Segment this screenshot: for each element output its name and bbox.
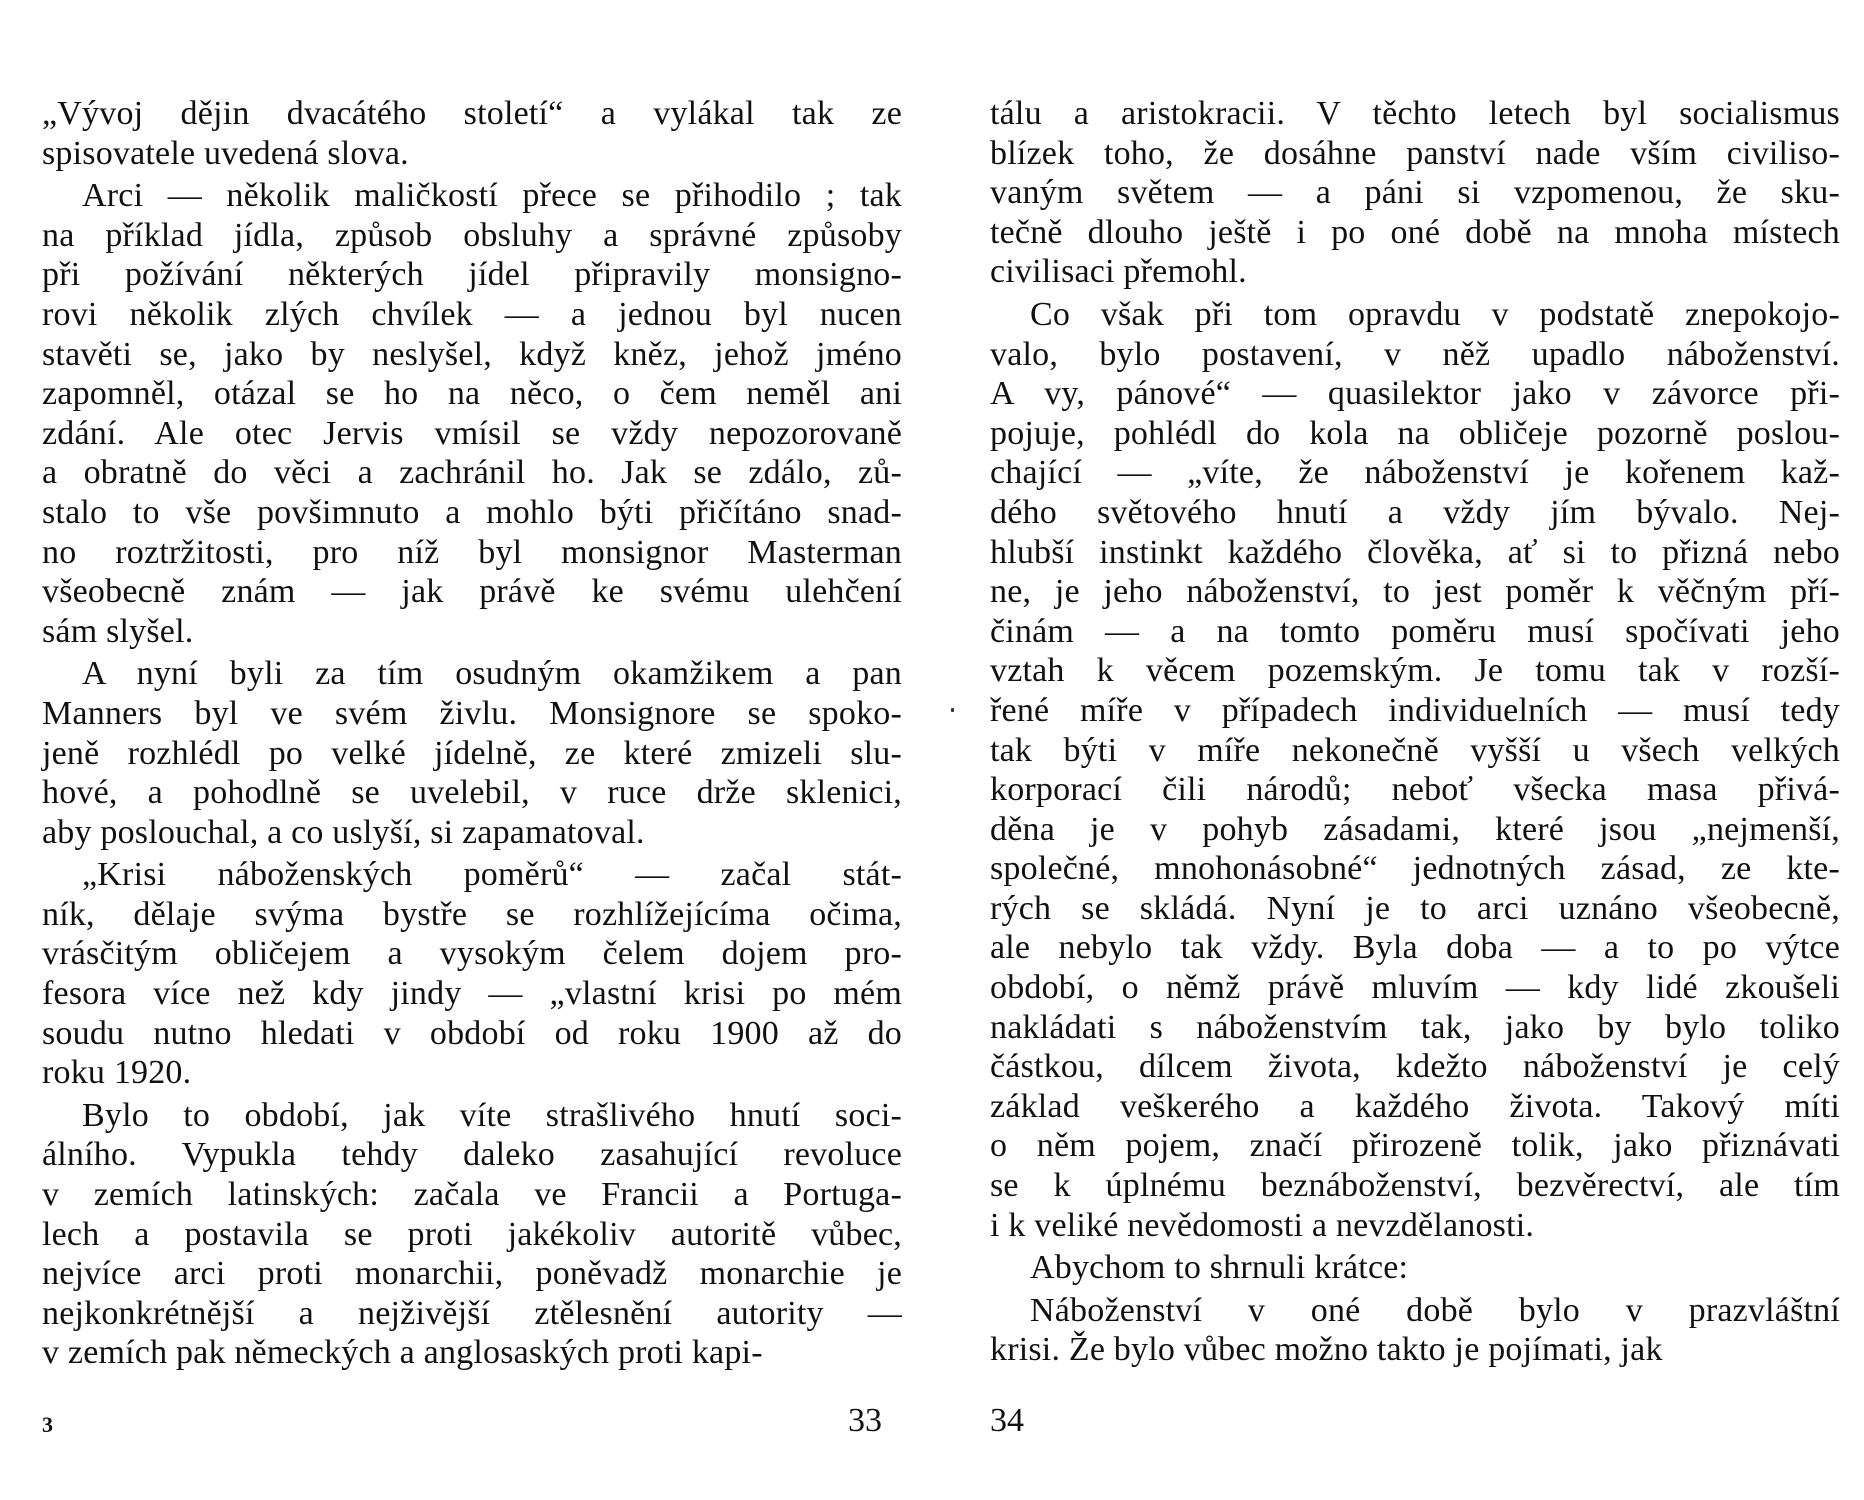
text-line: činám — a na tomto poměru musí spočívati jeho	[990, 612, 1840, 650]
text-line: A nyní byli za tím osudným okamžikem a pan	[82, 655, 902, 693]
text-line: jeně rozhlédl po velké jídelně, ze které zmizeli slu-	[42, 734, 902, 772]
text-line: zapomněl, otázal se ho na něco, o čem neměl ani	[42, 375, 902, 413]
text-line: civilisaci přemohl.	[990, 253, 1247, 291]
text-line: spisovatele uvedená slova.	[42, 134, 409, 172]
text-line: rovi několik zlých chvílek — a jednou byl nucen	[42, 295, 902, 333]
paragraph	[990, 1248, 1840, 1288]
text-line: částkou, dílcem života, kdežto náboženství je celý	[990, 1048, 1840, 1086]
paragraph	[990, 94, 1840, 292]
paragraph	[42, 1096, 902, 1373]
text-line: ne, je jeho náboženství, to jest poměr k věčným pří-	[990, 573, 1840, 611]
text-line: pojuje, pohlédl do kola na obličeje pozorně poslou-	[990, 414, 1840, 452]
text-line: stalo to vše povšimnuto a mohlo býti přičítáno snad-	[42, 493, 902, 531]
text-line: ale nebylo tak vždy. Byla doba — a to po výtce	[990, 929, 1840, 967]
text-line: valo, bylo postavení, v něž upadlo náboženství.	[990, 335, 1840, 373]
text-line: řené míře v případech individuelních — musí tedy	[990, 691, 1840, 729]
text-line: období, o němž právě mluvím — kdy lidé zkoušeli	[990, 969, 1840, 1007]
text-line: a obratně do věci a zachránil ho. Jak se zdálo, zů-	[42, 454, 902, 492]
text-line: Abychom to shrnuli krátce:	[1030, 1249, 1409, 1287]
text-line: dého světového hnutí a vždy jím bývalo. Nej-	[990, 493, 1840, 531]
paragraph	[42, 654, 902, 852]
text-line: vztah k věcem pozemským. Je tomu tak v rozší-	[990, 652, 1840, 690]
left-page-text	[42, 94, 902, 1373]
text-line: lech a postavila se proti jakékoliv autoritě vůbec,	[42, 1215, 902, 1253]
page-number-left: 33	[848, 1402, 882, 1439]
text-line: společné, mnohonásobné“ jednotných zásad, ze kte-	[990, 850, 1840, 888]
text-line: o něm pojem, značí přirozeně tolik, jako přiznávati	[990, 1127, 1840, 1165]
text-line: tečně dlouho ještě i po oné době na mnoha místech	[990, 213, 1840, 251]
text-line: v zemích latinských: začala ve Francii a Portuga-	[42, 1176, 902, 1214]
text-line: A vy, pánové“ — quasilektor jako v závorce při-	[990, 375, 1840, 413]
text-line: „Vývoj dějin dvacátého století“ a vylákal tak ze	[42, 95, 902, 132]
text-line: se k úplnému beznáboženství, bezvěrectví, ale tím	[990, 1167, 1840, 1205]
text-line: nejkonkrétnější a nejživější ztělesnění autority —	[42, 1294, 902, 1332]
text-line: Bylo to období, jak víte strašlivého hnutí soci-	[82, 1096, 902, 1134]
text-line: „Krisi náboženských poměrů“ — začal stát-	[82, 856, 902, 894]
paragraph	[42, 176, 902, 651]
text-line: Náboženství v oné době bylo v prazvláštní	[1030, 1291, 1840, 1329]
text-line: Manners byl ve svém živlu. Monsignore se spoko-	[42, 694, 902, 732]
text-line: krisi. Že bylo vůbec možno takto je pojímati, jak	[990, 1331, 1663, 1369]
text-line: základ veškerého a každého života. Takový míti	[990, 1087, 1840, 1125]
text-line: v zemích pak německých a anglosaských proti kapi-	[42, 1334, 763, 1372]
paragraph	[42, 855, 902, 1093]
text-line: fesora více než kdy jindy — „vlastní krisi po mém	[42, 975, 902, 1013]
signature-mark: 3	[42, 1412, 53, 1437]
text-line: rých se skládá. Nyní je to arci uznáno všeobecně,	[990, 889, 1840, 927]
text-line: vaným světem — a páni si vzpomenou, že sku-	[990, 174, 1840, 212]
text-line: Co však při tom opravdu v podstatě znepokojo-	[1030, 295, 1840, 333]
text-line: nakládati s náboženstvím tak, jako by bylo toliko	[990, 1008, 1840, 1046]
text-line: všeobecně znám — jak právě ke svému ulehčení	[42, 573, 902, 611]
text-line: stavěti se, jako by neslyšel, když kněz, jehož jméno	[42, 335, 902, 373]
text-line: při požívání některých jídel připravily monsigno-	[42, 256, 902, 294]
text-line: álního. Vypukla tehdy daleko zasahující revoluce	[42, 1136, 902, 1174]
text-line: zdání. Ale otec Jervis vmísil se vždy nepozorovaně	[42, 414, 902, 452]
text-line: hlubší instinkt každého člověka, ať si to přizná nebo	[990, 533, 1840, 571]
paragraph	[42, 94, 902, 173]
text-line: vrásčitým obličejem a vysokým čelem dojem pro-	[42, 935, 902, 973]
text-line: hové, a pohodlně se uvelebil, v ruce drže sklenici,	[42, 774, 902, 812]
text-line: ník, dělaje svýma bystře se rozhlížejícíma očima,	[42, 895, 902, 933]
right-page-text	[990, 94, 1840, 1370]
text-line: Arci — několik maličkostí přece se přihodilo ; tak	[82, 177, 902, 215]
text-line: děna je v pohyb zásadami, které jsou „nejmenší,	[990, 810, 1840, 848]
paragraph	[990, 1291, 1840, 1370]
text-line: na příklad jídla, způsob obsluhy a správné způsoby	[42, 216, 902, 254]
print-speck	[951, 708, 954, 712]
text-line: tak býti v míře nekonečně vyšší u všech velkých	[990, 731, 1840, 769]
text-line: no roztržitosti, pro níž byl monsignor Masterman	[42, 533, 902, 571]
text-line: tálu a aristokracii. V těchto letech byl socialismus	[990, 95, 1840, 132]
text-line: soudu nutno hledati v období od roku 1900 až do	[42, 1014, 902, 1052]
text-line: chající — „víte, že náboženství je kořenem kaž-	[990, 454, 1840, 492]
text-line: aby poslouchal, a co uslyší, si zapamatoval.	[42, 813, 645, 851]
page-number-right: 34	[990, 1402, 1024, 1439]
text-line: i k veliké nevědomosti a nevzdělanosti.	[990, 1206, 1535, 1244]
text-line: nejvíce arci proti monarchii, poněvadž monarchie je	[42, 1255, 902, 1293]
text-line: sám slyšel.	[42, 612, 194, 650]
text-line: korporací čili národů; neboť všecka masa přivá-	[990, 771, 1840, 809]
text-line: blízek toho, že dosáhne panství nade vším civiliso-	[990, 134, 1840, 172]
paragraph	[990, 295, 1840, 1245]
text-line: roku 1920.	[42, 1054, 192, 1092]
